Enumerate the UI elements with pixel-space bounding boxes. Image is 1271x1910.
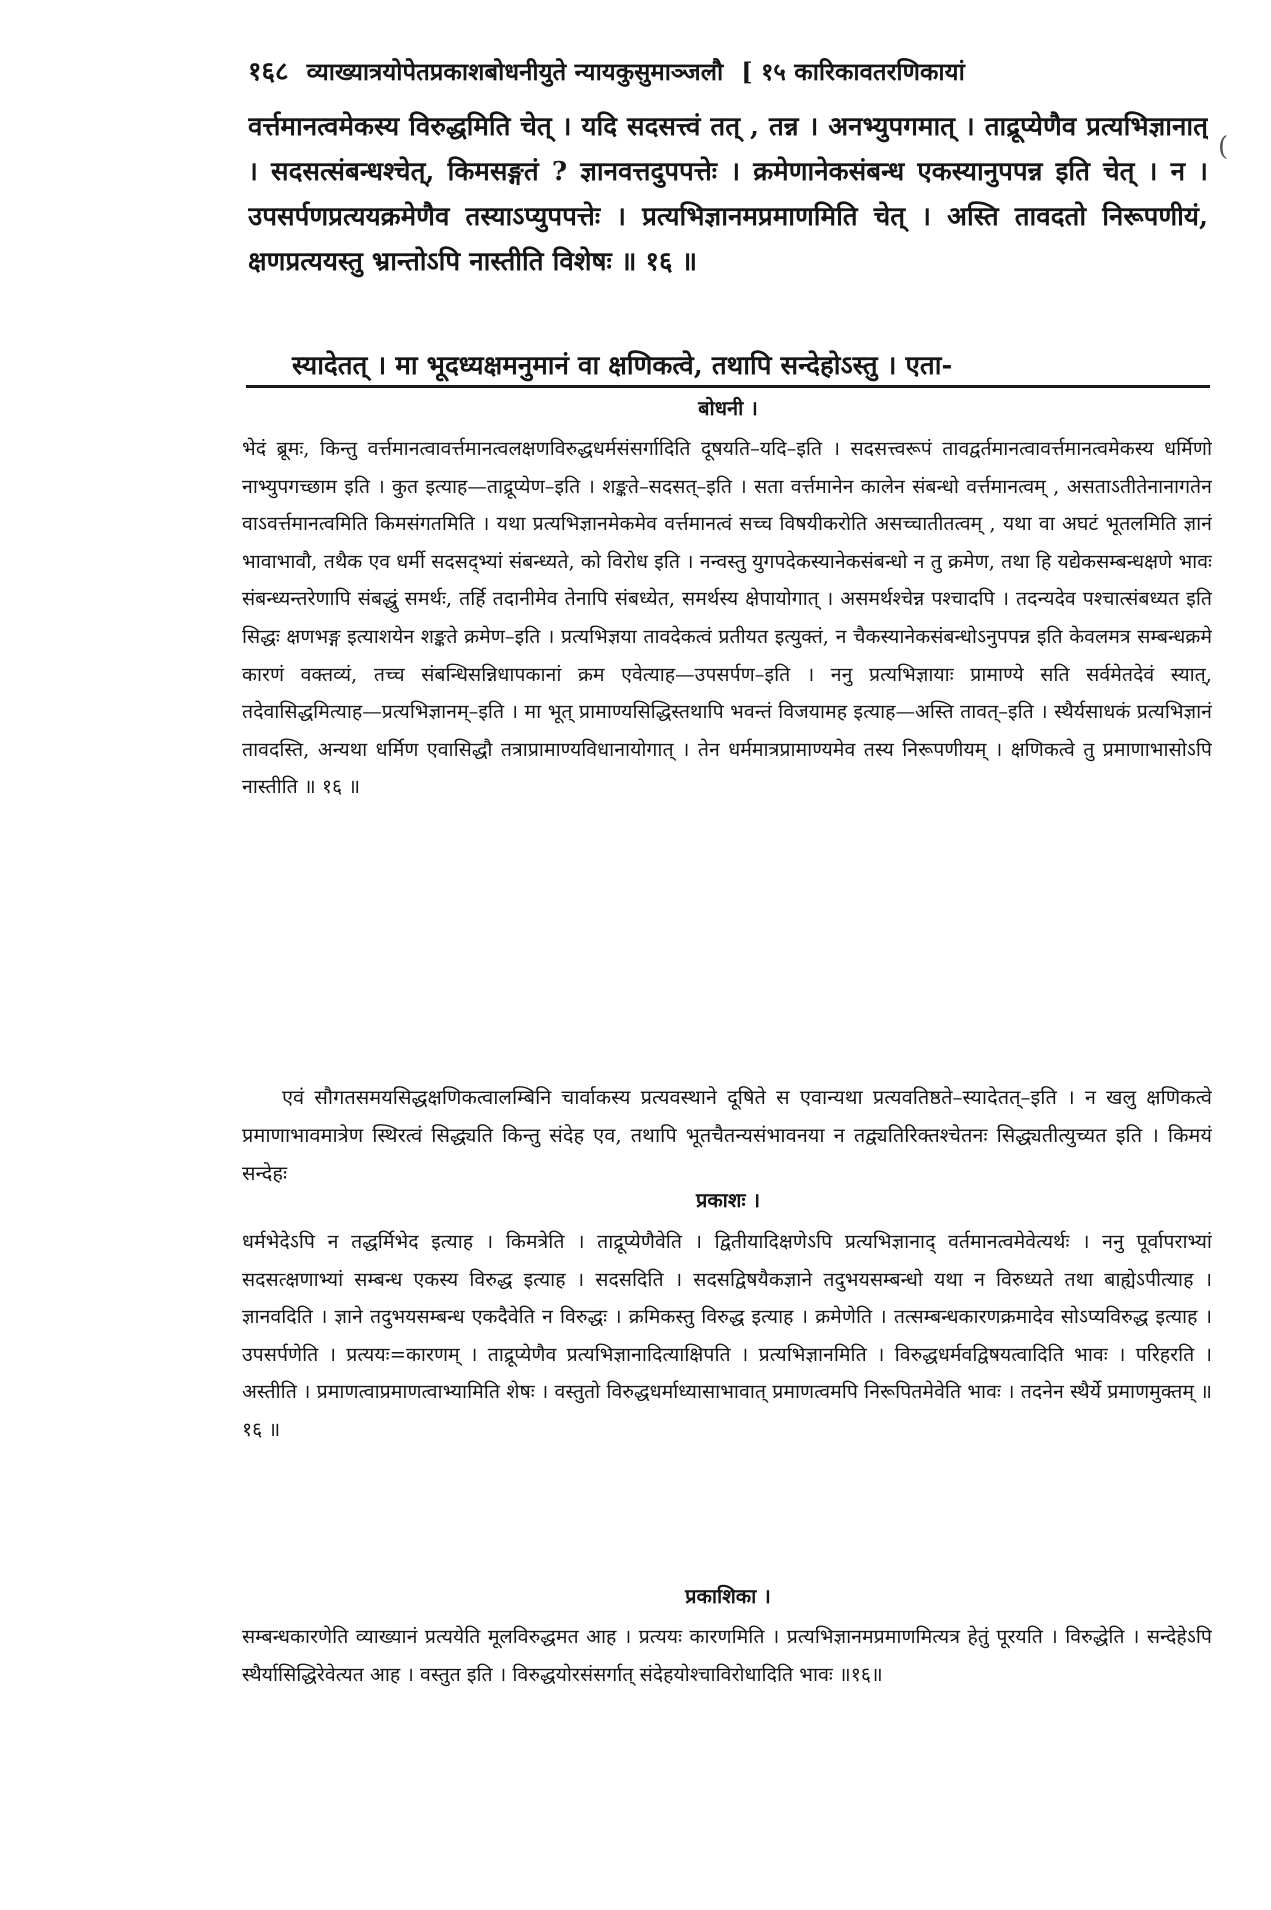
intro-text [248, 346, 1208, 386]
page-number: १६८ [248, 57, 289, 87]
prakashika-commentary [242, 1618, 1212, 1693]
avatarana-text: एवं सौगतसमयसिद्धक्षणिकत्वालम्बिनि चार्वाकस्य प्रत्यवस्थाने दूषिते स एवान्यथा प्रत्यवतिष्ठते–स्यादेतत्–इति । न खलु क्षणिकत्वे प्रमाणाभावमात्रेण स्थिरत्वं सिद्ध्यति किन्तु संदेह एव, तथापि भूतचैतन्यसंभावनया न तद्व्यतिरिक्तश्चेतनः सिद्ध्यतीत्युच्यत इति । किमयं सन्देहः [242, 1085, 1212, 1185]
prakasha-heading: प्रकाशः । [695, 1188, 761, 1212]
intro-text-paragraph: स्यादेतत् । मा भूदध्यक्षमनुमानं वा क्षणिकत्वे, तथापि सन्देहोऽस्तु । एता- [292, 351, 953, 381]
book-title: व्याख्यात्रयोपेतप्रकाशबोधनीयुते न्यायकुसुमाञ्जलौ [306, 57, 724, 86]
avatarana-paragraph [242, 1078, 1212, 1192]
margin-bracket-mark: ( [1218, 132, 1229, 162]
prakashika-heading: प्रकाशिका । [685, 1584, 771, 1608]
root-text [248, 105, 1208, 285]
bodhani-paragraph: भेदं ब्रूमः, किन्तु वर्त्तमानत्वावर्त्तमानत्वलक्षणविरुद्धधर्मसंसर्गादिति दूषयति–यदि–इति । सदसत्त्वरूपं तावद्वर्तमानत्वावर्त्तमानत्वमेकस्य धर्मिणो नाभ्युपगच्छाम इति । कुत इत्याह—ताद्रूप्येण–इति । शङ्कते–सदसत्–इति । सता वर्त्तमानेन कालेन संबन्धो वर्त्तमानत्वम् , असताऽतीतेनानागतेन वाऽवर्त्तमानत्वमिति किमसंगतमिति । यथा प्रत्यभिज्ञानमेकमेव वर्त्तमानत्वं सच्च विषयीकरोति असच्चातीतत्वम् , यथा वा अघटं भूतलमिति ज्ञानं भावाभावौ, तथैक एव धर्मी सदसद्भ्यां संबन्ध्यते, को विरोध इति । नन्वस्तु युगपदेकस्यानेकसंबन्धो न तु क्रमेण, तथा हि यद्येकसम्बन्धक्षणे भावः संबन्ध्यन्तरेणापि संबद्धुं समर्थः, तर्हि तदानीमेव तेनापि संबध्येत, समर्थस्य क्षेपायोगात् । असमर्थश्चेन्न पश्चादपि । तदन्यदेव पश्चात्संबध्यत इति सिद्धः क्षणभङ्ग इत्याशयेन शङ्कते क्रमेण–इति । प्रत्यभिज्ञया तावदेकत्वं प्रतीयत इत्युक्तं, न चैकस्यानेकसंबन्धोऽनुपपन्न इति केवलमत्र सम्बन्धक्रमे कारणं वक्तव्यं, तच्च संबन्धिसन्निधापकानां क्रम एवेत्याह—उपसर्पण–इति । ननु प्रत्यभिज्ञायाः प्रामाण्ये सति सर्वमेतदेवं स्यात्, तदेवासिद्धमित्याह—प्रत्यभिज्ञानम्–इति । मा भूत् प्रामाण्यसिद्धिस्तथापि भवन्तं विजयामह इत्याह—अस्ति तावत्–इति । स्थैर्यसाधकं प्रत्यभिज्ञानं तावदस्ति, अन्यथा धर्मिण एवासिद्धौ तत्राप्रामाण्यविधानायोगात् । तेन धर्ममात्रप्रामाण्यमेव तस्य निरूपणीयम् । क्षणिकत्वे तु प्रमाणाभासोऽपि नास्तीति ॥ १६ ॥ [242, 437, 1212, 799]
prakasha-paragraph: धर्मभेदेऽपि न तद्धर्मिभेद इत्याह । किमत्रेति । ताद्रूप्येणैवेति । द्वितीयादिक्षणेऽपि प्रत्यभिज्ञानाद् वर्तमानत्वमेवेत्यर्थः । ननु पूर्वापराभ्यां सदसत्क्षणाभ्यां सम्बन्ध एकस्य विरुद्ध इत्याह । सदसदिति । सदसद्विषयैकज्ञाने तदुभयसम्बन्धो यथा न विरुध्यते तथा बाह्येऽपीत्याह । ज्ञानवदिति । ज्ञाने तदुभयसम्बन्ध एकदैवेति न विरुद्धः । क्रमिकस्तु विरुद्ध इत्याह । क्रमेणेति । तत्सम्बन्धकारणक्रमादेव सोऽप्यविरुद्ध इत्याह । उपसर्पणेति । प्रत्ययः=कारणम् । ताद्रूप्येणैव प्रत्यभिज्ञानादित्याक्षिपति । प्रत्यभिज्ञानमिति । विरुद्धधर्मवद्विषयत्वादिति भावः । परिहरति । अस्तीति । प्रमाणत्वाप्रमाणत्वाभ्यामिति शेषः । वस्तुतो विरुद्धधर्माध्यासाभावात् प्रमाणत्वमपि निरूपितमेवेति भावः । तदनेन स्थैर्ये प्रमाणमुक्तम् ॥ १६ ॥ [242, 1230, 1212, 1441]
root-text-paragraph: वर्त्तमानत्वमेकस्य विरुद्धमिति चेत् । यदि सदसत्त्वं तत् , तन्न । अनभ्युपगमात् । ताद्रूप्येणैव प्रत्यभिज्ञानात् । सदसत्संबन्धश्चेत्, किमसङ्गतं ? ज्ञानवत्तदुपपत्तेः । क्रमेणानेकसंबन्ध एकस्यानुपपन्न इति चेत् । न । उपसर्पणप्रत्ययक्रमेणैव तस्याऽप्युपपत्तेः । प्रत्यभिज्ञानमप्रमाणमिति चेत् । अस्ति तावदतो निरूपणीयं, क्षणप्रत्ययस्तु भ्रान्तोऽपि नास्तीति विशेषः ॥ १६ ॥ [248, 112, 1208, 277]
bodhani-heading: बोधनी । [698, 396, 758, 420]
running-header [248, 52, 1208, 88]
prakasha-commentary [242, 1223, 1212, 1449]
prakashika-paragraph: सम्बन्धकारणेति व्याख्यानं प्रत्ययेति मूलविरुद्धमत आह । प्रत्ययः कारणमिति । प्रत्यभिज्ञानमप्रमाणमित्यत्र हेतुं पूरयति । विरुद्धेति । सन्देहेऽपि स्थैर्यासिद्धिरेवेत्यत आह । वस्तुत इति । विरुद्धयोरसंसर्गात् संदेहयोश्चाविरोधादिति भावः ॥१६॥ [242, 1625, 1212, 1686]
section-label: [ १५ कारिकावतरणिकायां [741, 57, 965, 86]
bodhani-commentary [242, 430, 1212, 806]
section-divider [246, 385, 1210, 388]
